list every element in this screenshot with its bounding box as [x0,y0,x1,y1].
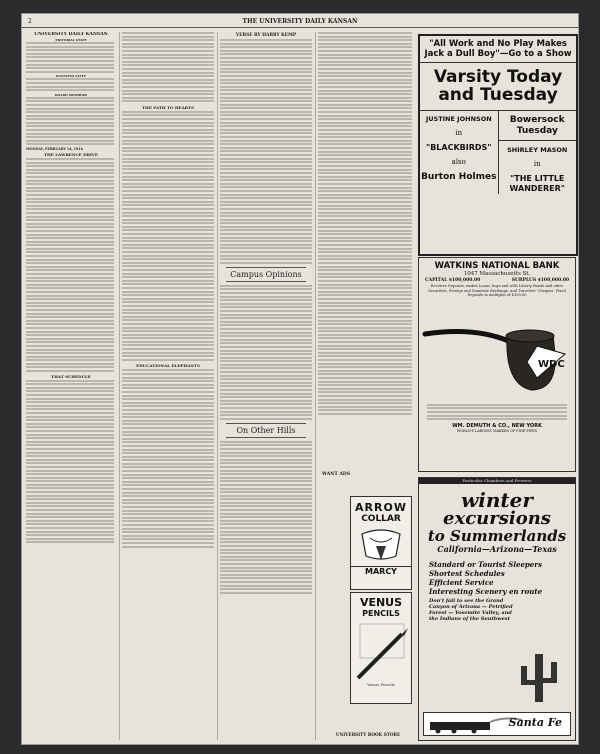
winter-headline-2: excursions [443,508,551,529]
masthead-name: UNIVERSITY DAILY KANSAN [34,32,108,37]
column-1 [26,32,116,740]
board-head: BOARD MEMBERS [54,92,88,97]
arrow-brand: ARROW [355,501,407,514]
on-other-hills-title: On Other Hills [236,425,296,435]
film-little-wanderer: "THE LITTLE WANDERER" [509,174,565,193]
bank-name: WATKINS NATIONAL BANK [434,261,560,271]
business-list [26,78,114,91]
pipe-illustration [419,304,573,404]
bank-blurb: Receives Deposits, makes Loans, buys and sells Liberty Bonds and other Securities, Foreign and Domestic Exchange, and Travelers' Cheques. Fixed Deposits in multiples of $100.00 [428,284,566,298]
column-2-body-mid [122,111,214,361]
editorial-staff-head: EDITORIAL STAFF [55,38,87,42]
in-label: in [455,129,463,137]
column-2 [122,32,214,740]
other-hills-body [220,441,312,594]
arrow-collar-name: MARCY [351,566,411,576]
venus-caption: Venus Pencils [367,682,395,687]
santa-fe-logo: Santa Fe [508,716,562,729]
running-head [22,18,578,28]
santa-fe-footer [423,712,571,736]
educational-elephants-title: EDUCATIONAL ELEPHANTS [136,363,200,369]
arrow-collar-word: COLLAR [361,514,401,524]
star-shirley-mason: SHIRLEY MASON [507,146,568,154]
business-staff-head: BUSINESS STAFF [56,74,86,79]
paper-title: THE UNIVERSITY DAILY KANSAN [242,18,358,25]
pipe-ad-copy [427,404,567,420]
board-list [26,97,114,146]
venus-pencil-ad [350,592,412,704]
column-2-body-bottom [122,369,214,547]
winter-line-4: Interesting Scenery en route [429,587,543,596]
pipe-logo: WDC [538,358,565,370]
also-label: also [451,158,466,166]
winter-excursions-ad [418,477,576,741]
verse-title: VERSE BY HARRY KEMP [235,33,297,38]
editorial-title: THE LAWRENCE DRIVE [44,152,98,158]
pipe-maker-sub: WORLD'S LARGEST MAKERS OF FINE PIPES [456,429,538,434]
bank-capital: CAPITAL $100,000.00 [425,278,481,283]
winter-line-5: Don't fail to see the Grand Canyon of Arizona — Petrified Forest — Yosemite Valley, and the Indians of the Southwest [429,598,513,622]
varsity-theater-ad [418,34,578,256]
in-label: in [533,160,541,168]
star-justine-johnson: JUSTINE JOHNSON [425,115,492,123]
want-ads-head: WANT ADS [322,472,350,477]
campus-opinions-title: Campus Opinions [230,269,302,279]
column-3 [220,32,312,740]
editorial-body [26,158,114,372]
second-editorial-body [26,380,114,544]
winter-line-2: Shortest Schedules [429,569,505,578]
column-rule [315,32,316,740]
bowersock-tuesday: Bowersock Tuesday [499,115,577,141]
arrow-collar-ad [350,496,412,590]
staff-list [26,42,114,73]
bank-address: 1047 Massachusetts St. [463,271,531,277]
column-rule [217,32,218,740]
column-rule [119,32,120,740]
pencil-illustration [352,620,410,682]
second-editorial-title: THAT SCHEDULE [51,373,91,379]
campus-opinions-body [220,285,312,420]
winter-line-3: Efficient Service [429,578,494,587]
winter-headline-3: to Summerlands [427,527,567,545]
pipe-maker: WM. DEMUTH & CO., NEW YORK [452,423,542,430]
star-burton-holmes: Burton Holmes [421,172,497,182]
bank-surplus: SURPLUS $100,000.00 [511,278,569,283]
winter-line-1: Standard or Tourist Sleepers [429,560,542,569]
classified-body [318,32,412,415]
date-line: MONDAY, FEBRUARY 14, 1916 [26,147,83,152]
column-2-body-top [122,32,214,102]
ad-tagline: "All Work and No Play Makes Jack a Dull Boy"—Go to a Show [420,36,576,63]
cactus-illustration [509,648,569,704]
verse-body [220,39,312,264]
winter-states: California—Arizona—Texas [437,544,557,554]
winter-headline-1: winter [461,488,533,512]
ad-headline: Varsity Today and Tuesday [433,67,563,105]
collar-illustration [352,526,410,566]
path-to-hearts-title: THE PATH TO HEARTS [142,104,194,110]
venus-brand: VENUS [359,596,403,609]
venus-pencils-word: PENCILS [362,609,400,618]
page-number: 2 [28,18,32,25]
university-book-store: UNIVERSITY BOOK STORE [335,732,401,737]
newspaper-page [22,14,578,744]
watkins-bank-ad [418,257,576,472]
film-blackbirds: "BLACKBIRDS" [426,143,492,152]
winter-banner: Particular Chambers and Prowess [419,478,575,484]
